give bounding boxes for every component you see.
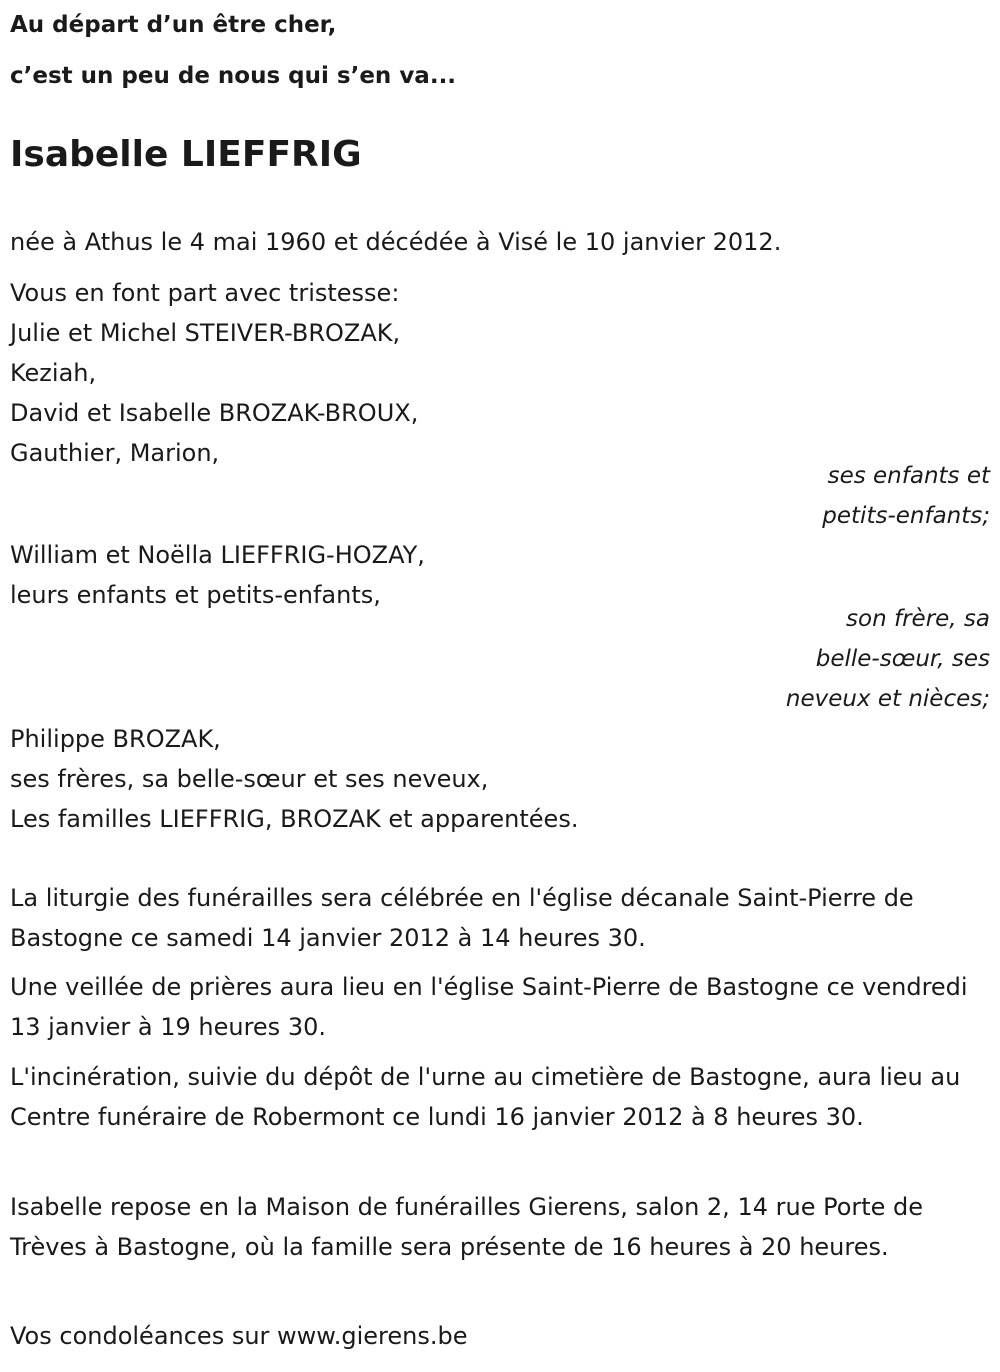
family-line: Keziah, [10,359,97,387]
condolences-line: Vos condoléances sur www.gierens.be [10,1322,468,1350]
family-line: William et Noëlla LIEFFRIG-HOZAY, [10,541,425,569]
liturgy-paragraph: La liturgie des funérailles sera célébrée en l'église décanale Saint-Pierre de Bastogne ce samedi 14 janvier 2012 à 14 heures 30. [10,884,914,952]
relation-note: ses enfants et [827,463,990,489]
birth-death-line: née à Athus le 4 mai 1960 et décédée à Visé le 10 janvier 2012. [10,228,782,256]
family-line: David et Isabelle BROZAK-BROUX, [10,399,419,427]
announcement-intro: Vous en font part avec tristesse: [10,279,400,307]
relation-note: neveux et nièces; [785,686,990,712]
epigraph-line-1: Au départ d’un être cher, [10,12,337,38]
family-group-3 [10,719,990,839]
family-group-1 [10,273,990,467]
deceased-name: Isabelle LIEFFRIG [10,134,362,175]
vigil-paragraph: Une veillée de prières aura lieu en l'église Saint-Pierre de Bastogne ce vendredi 13 janvier à 19 heures 30. [10,973,968,1041]
rest-paragraph: Isabelle repose en la Maison de funérailles Gierens, salon 2, 14 rue Porte de Trèves à Bastogne, où la famille sera présente de 16 heures à 20 heures. [10,1193,924,1261]
relation-note: belle-sœur, ses [815,646,990,672]
family-line: ses frères, sa belle-sœur et ses neveux, [10,765,489,793]
relation-note: petits-enfants; [822,503,990,529]
family-line: Philippe BROZAK, [10,725,221,753]
relation-note: son frère, sa [846,606,990,632]
family-line: leurs enfants et petits-enfants, [10,581,381,609]
cremation-paragraph: L'incinération, suivie du dépôt de l'urne au cimetière de Bastogne, aura lieu au Centre funéraire de Robermont ce lundi 16 janvier 2012 à 8 heures 30. [10,1063,961,1131]
epigraph-line-2: c’est un peu de nous qui s’en va... [10,63,457,89]
family-relation-1 [10,456,990,536]
family-line: Les familles LIEFFRIG, BROZAK et apparentées. [10,805,579,833]
family-line: Julie et Michel STEIVER-BROZAK, [10,319,401,347]
family-relation-2 [10,599,990,719]
family-line: Gauthier, Marion, [10,439,220,467]
